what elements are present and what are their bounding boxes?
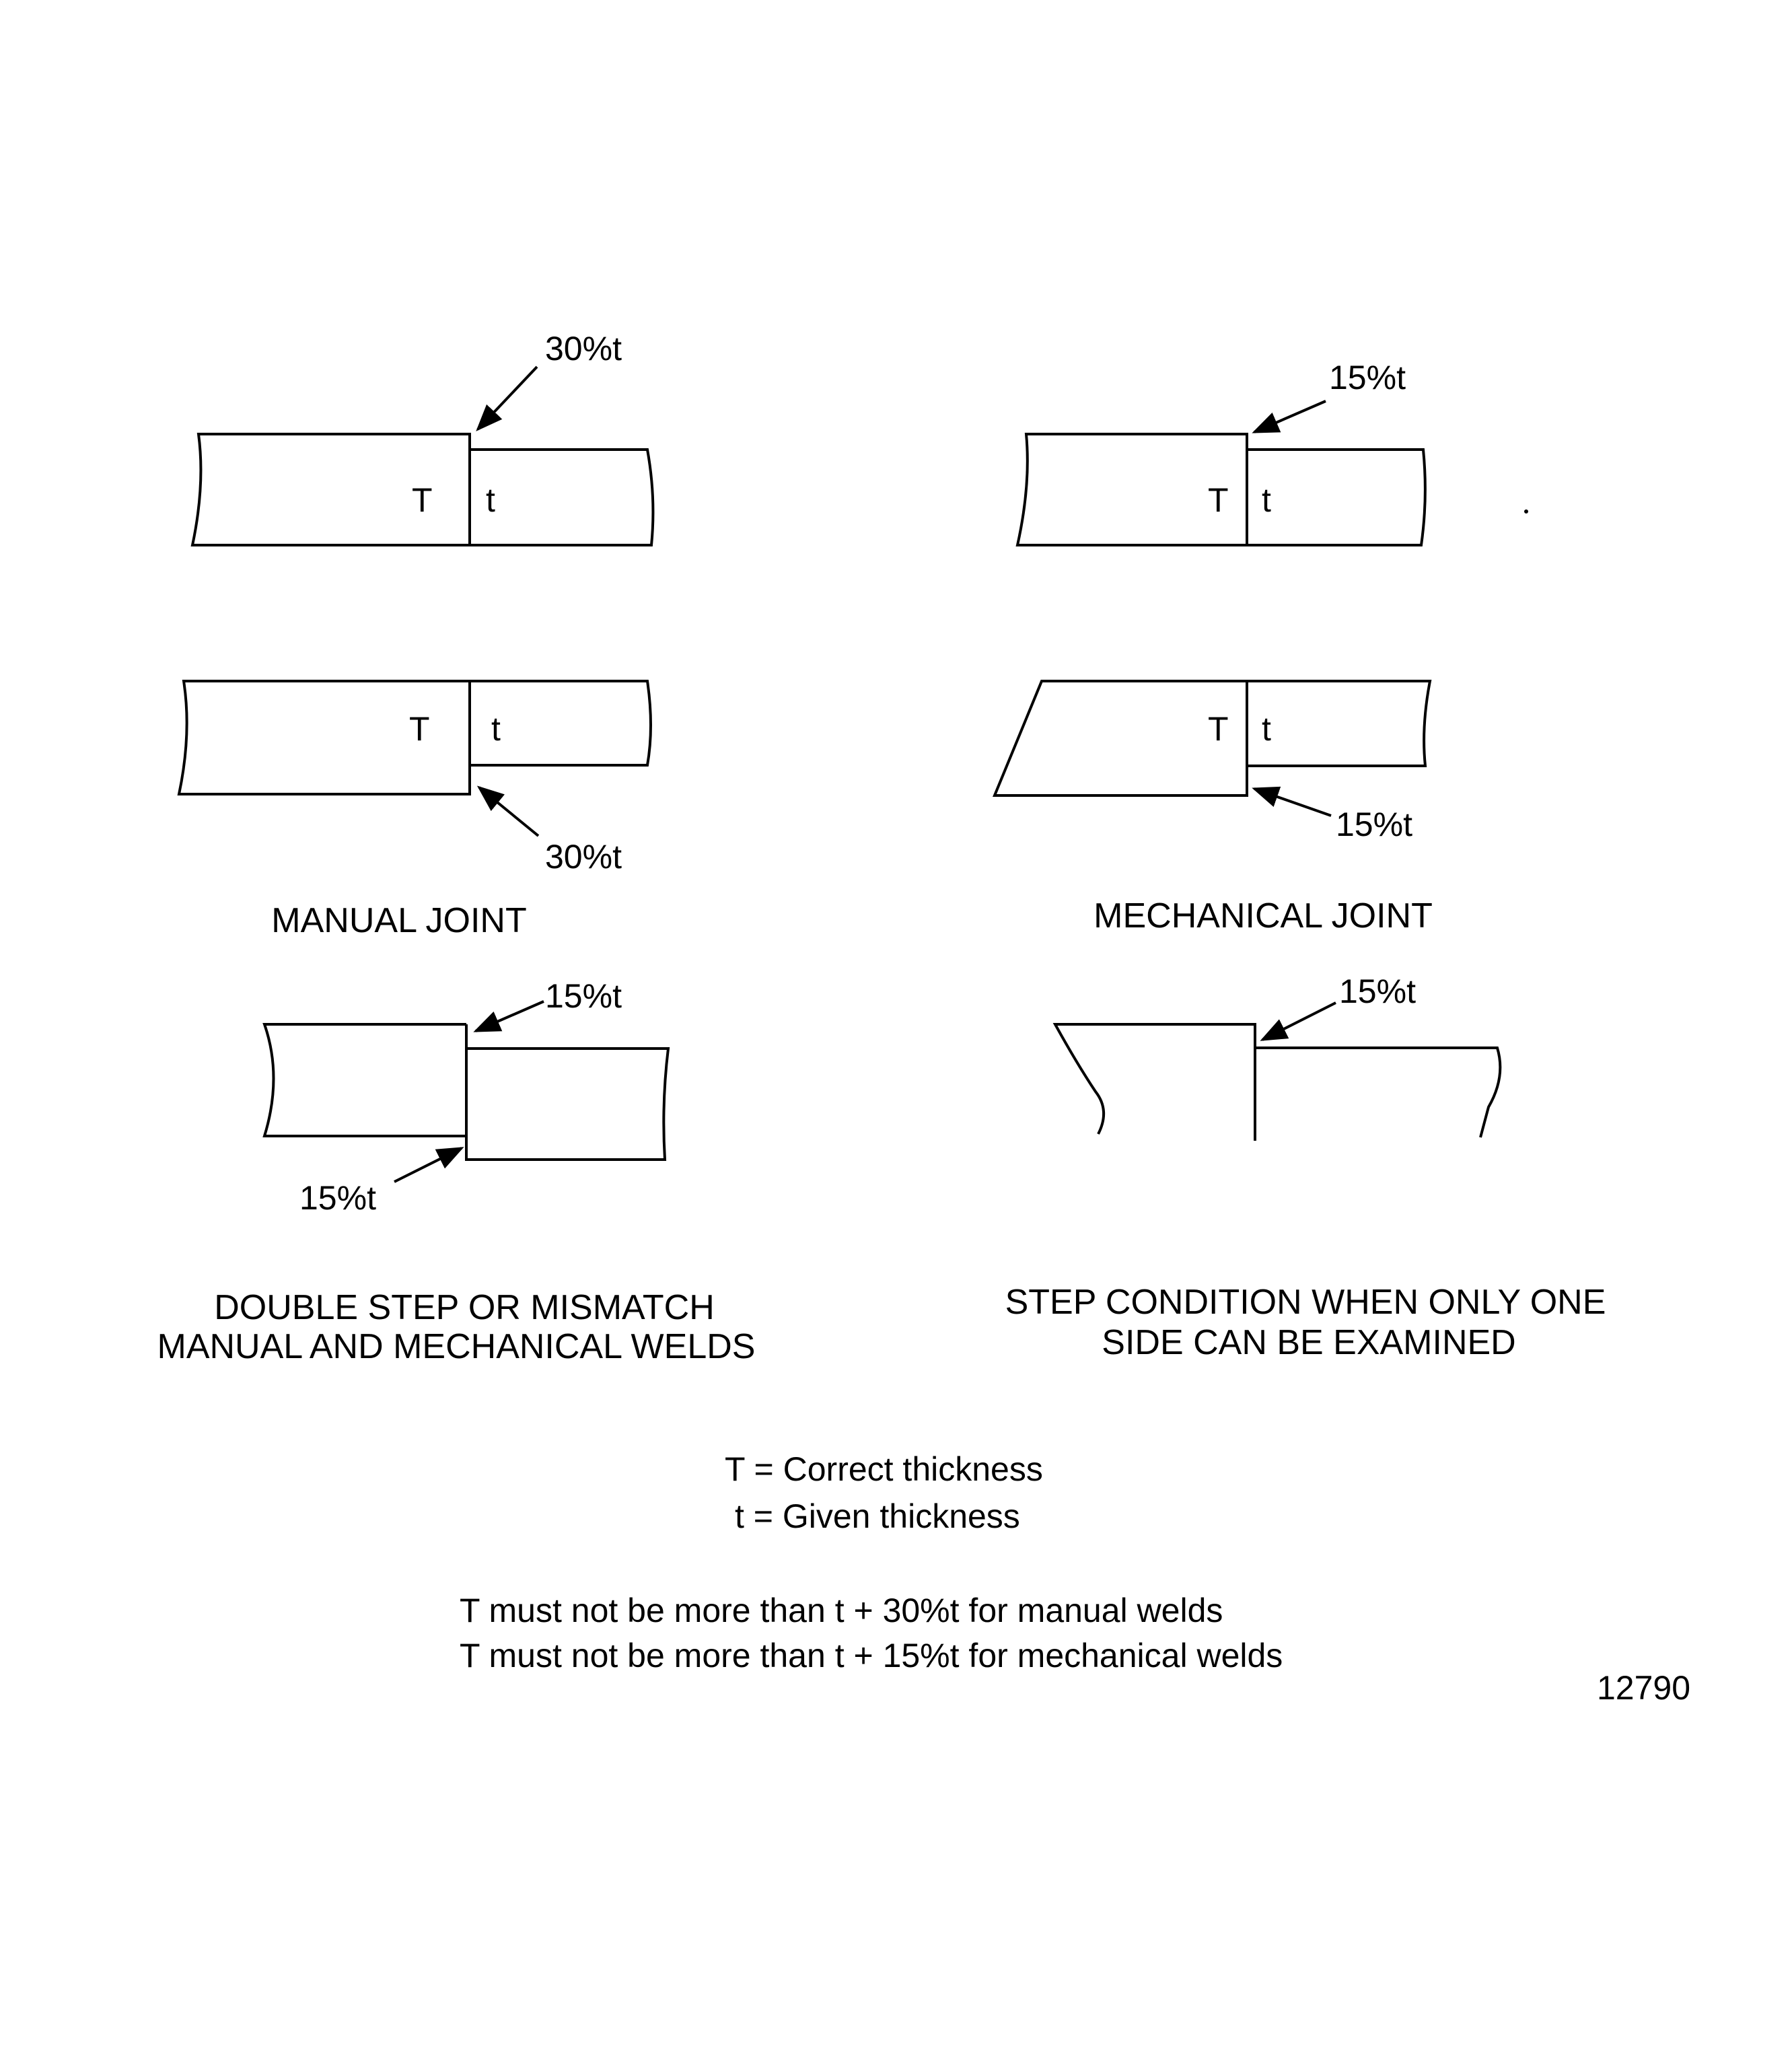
given-thickness-symbol: t — [1262, 710, 1271, 748]
leader-arrow — [1262, 1003, 1336, 1040]
leader-arrow-bottom — [394, 1148, 462, 1182]
leader-arrow — [479, 787, 538, 836]
manual-joint-top-figure — [192, 330, 653, 545]
annotation-15-percent-t: 15%t — [1339, 972, 1416, 1010]
rule-manual-welds: T must not be more than t + 30%t for manual welds — [460, 1592, 1223, 1629]
one-side-step-figure — [1055, 972, 1500, 1141]
leader-arrow-top — [476, 1001, 544, 1031]
legend-correct-thickness: T = Correct thickness — [725, 1450, 1043, 1488]
annotation-30-percent-t: 30%t — [545, 330, 622, 367]
right-wall-outline — [1255, 1048, 1500, 1137]
manual-joint-bottom-figure — [179, 681, 651, 876]
annotation-15-percent-t: 15%t — [299, 1179, 376, 1217]
left-wall-outline — [1055, 1024, 1255, 1141]
one-side-caption-line-1: STEP CONDITION WHEN ONLY ONE — [1005, 1283, 1606, 1322]
double-step-figure — [264, 977, 668, 1217]
correct-thickness-symbol: T — [409, 710, 430, 748]
thin-plate-outline — [1247, 681, 1430, 766]
leader-arrow — [478, 367, 537, 429]
legend-given-thickness: t = Given thickness — [735, 1497, 1020, 1535]
given-thickness-symbol: t — [1262, 481, 1271, 519]
one-side-caption-line-2: SIDE CAN BE EXAMINED — [1102, 1323, 1516, 1362]
given-thickness-symbol: t — [486, 481, 495, 519]
rule-mechanical-welds: T must not be more than t + 15%t for mechanical welds — [460, 1637, 1283, 1674]
correct-thickness-symbol: T — [1208, 481, 1229, 519]
mechanical-joint-caption: MECHANICAL JOINT — [1094, 896, 1433, 935]
double-step-caption-line-2: MANUAL AND MECHANICAL WELDS — [157, 1327, 756, 1366]
correct-thickness-symbol: T — [412, 481, 433, 519]
manual-joint-caption: MANUAL JOINT — [271, 901, 527, 940]
right-plate-outline — [466, 1024, 668, 1160]
annotation-15-percent-t: 15%t — [545, 977, 622, 1015]
left-plate-outline — [264, 1024, 466, 1136]
leader-arrow — [1254, 789, 1331, 816]
given-thickness-symbol: t — [491, 710, 501, 748]
annotation-30-percent-t: 30%t — [545, 838, 622, 876]
mechanical-joint-top-figure — [1017, 359, 1425, 545]
annotation-15-percent-t: 15%t — [1336, 806, 1412, 843]
double-step-caption-line-1: DOUBLE STEP OR MISMATCH — [214, 1288, 715, 1327]
correct-thickness-symbol: T — [1208, 710, 1229, 748]
figure-number: 12790 — [1597, 1669, 1691, 1707]
thin-plate-outline — [470, 450, 653, 545]
thin-plate-outline — [1247, 450, 1425, 545]
leader-arrow — [1254, 401, 1326, 432]
annotation-15-percent-t: 15%t — [1329, 359, 1406, 396]
mechanical-joint-bottom-figure — [995, 681, 1430, 843]
scan-dot — [1524, 509, 1528, 513]
